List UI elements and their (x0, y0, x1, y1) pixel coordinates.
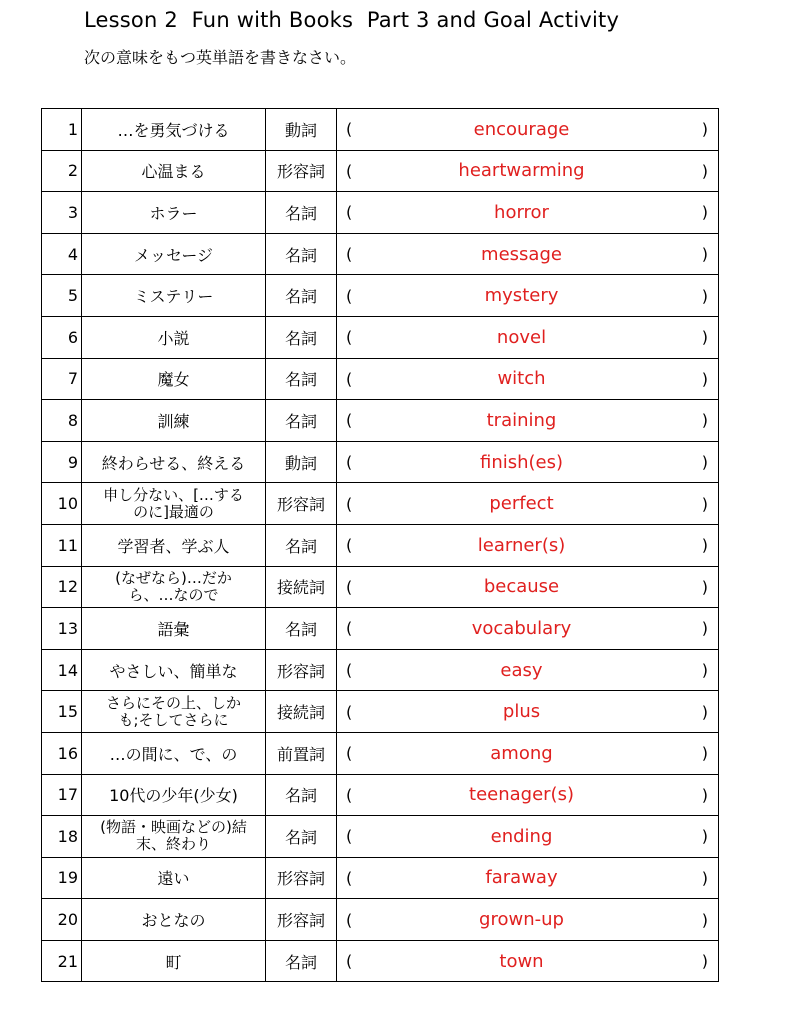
row-number: 12 (42, 566, 82, 608)
part-of-speech: 名詞 (266, 524, 337, 566)
english-answer: teenager(s) (469, 784, 574, 806)
open-paren: ( (346, 826, 353, 846)
japanese-meaning-text: (なぜなら)…だから、…なので (115, 568, 232, 604)
open-paren: ( (346, 868, 353, 888)
close-paren: ) (701, 202, 708, 222)
open-paren: ( (346, 286, 353, 306)
close-paren: ) (701, 244, 708, 264)
close-paren: ) (701, 826, 708, 846)
close-paren: ) (701, 618, 708, 638)
english-answer: easy (500, 659, 543, 681)
table-row (42, 233, 719, 275)
answer-cell (337, 483, 719, 525)
row-number: 18 (42, 816, 82, 858)
japanese-meaning: おとなの (82, 899, 266, 941)
answer-cell (337, 608, 719, 650)
open-paren: ( (346, 660, 353, 680)
part-of-speech: 前置詞 (266, 732, 337, 774)
table-row (42, 566, 719, 608)
row-number: 2 (42, 150, 82, 192)
vocabulary-table (41, 108, 719, 982)
japanese-meaning: 終わらせる、終える (82, 441, 266, 483)
close-paren: ) (701, 743, 708, 763)
answer-cell (337, 192, 719, 234)
row-number: 19 (42, 857, 82, 899)
english-answer: because (483, 576, 560, 598)
close-paren: ) (701, 119, 708, 139)
japanese-meaning: 小説 (82, 316, 266, 358)
open-paren: ( (346, 785, 353, 805)
open-paren: ( (346, 369, 353, 389)
row-number: 10 (42, 483, 82, 525)
open-paren: ( (346, 202, 353, 222)
english-answer: witch (497, 368, 546, 390)
table-row (42, 649, 719, 691)
close-paren: ) (701, 286, 708, 306)
table-row (42, 483, 719, 525)
japanese-meaning: 訓練 (82, 400, 266, 442)
table-row (42, 275, 719, 317)
row-number: 15 (42, 691, 82, 733)
english-answer: horror (494, 201, 549, 223)
row-number: 6 (42, 316, 82, 358)
open-paren: ( (346, 535, 353, 555)
japanese-meaning: …を勇気づける (82, 109, 266, 151)
english-answer: training (486, 409, 557, 431)
row-number: 14 (42, 649, 82, 691)
table-row (42, 732, 719, 774)
table-row (42, 316, 719, 358)
answer-cell (337, 566, 719, 608)
part-of-speech: 名詞 (266, 358, 337, 400)
english-answer: ending (490, 825, 553, 847)
japanese-meaning (82, 691, 266, 733)
japanese-meaning: メッセージ (82, 233, 266, 275)
english-answer: learner(s) (477, 534, 566, 556)
table-row (42, 608, 719, 650)
answer-cell (337, 649, 719, 691)
english-answer: heartwarming (458, 160, 585, 182)
answer-cell (337, 732, 719, 774)
row-number: 3 (42, 192, 82, 234)
close-paren: ) (701, 868, 708, 888)
part-of-speech: 形容詞 (266, 483, 337, 525)
japanese-meaning (82, 483, 266, 525)
part-of-speech: 名詞 (266, 940, 337, 982)
part-of-speech: 形容詞 (266, 150, 337, 192)
row-number: 4 (42, 233, 82, 275)
part-of-speech: 名詞 (266, 400, 337, 442)
english-answer: novel (496, 326, 547, 348)
open-paren: ( (346, 327, 353, 347)
table-row (42, 774, 719, 816)
row-number: 1 (42, 109, 82, 151)
row-number: 7 (42, 358, 82, 400)
english-answer: grown-up (479, 909, 564, 931)
japanese-meaning-text: (物語・映画などの)結末、終わり (100, 818, 247, 854)
japanese-meaning (82, 566, 266, 608)
close-paren: ) (701, 660, 708, 680)
part-of-speech: 接続詞 (266, 566, 337, 608)
japanese-meaning: やさしい、簡単な (82, 649, 266, 691)
part-of-speech: 名詞 (266, 608, 337, 650)
row-number: 20 (42, 899, 82, 941)
answer-cell (337, 233, 719, 275)
part-of-speech: 名詞 (266, 233, 337, 275)
answer-cell (337, 691, 719, 733)
table-row (42, 358, 719, 400)
open-paren: ( (346, 702, 353, 722)
answer-cell (337, 441, 719, 483)
japanese-meaning: 町 (82, 940, 266, 982)
table-row (42, 691, 719, 733)
english-answer: perfect (489, 493, 554, 515)
table-row (42, 899, 719, 941)
japanese-meaning: 語彙 (82, 608, 266, 650)
answer-cell (337, 109, 719, 151)
close-paren: ) (701, 161, 708, 181)
open-paren: ( (346, 244, 353, 264)
close-paren: ) (701, 452, 708, 472)
close-paren: ) (701, 951, 708, 971)
english-answer: faraway (485, 867, 558, 889)
open-paren: ( (346, 494, 353, 514)
table-row (42, 940, 719, 982)
japanese-meaning-text: さらにその上、しかも;そしてさらに (105, 693, 241, 729)
answer-cell (337, 275, 719, 317)
open-paren: ( (346, 161, 353, 181)
answer-cell (337, 150, 719, 192)
row-number: 8 (42, 400, 82, 442)
japanese-meaning: 魔女 (82, 358, 266, 400)
open-paren: ( (346, 452, 353, 472)
answer-cell (337, 940, 719, 982)
close-paren: ) (701, 535, 708, 555)
row-number: 9 (42, 441, 82, 483)
answer-cell (337, 774, 719, 816)
worksheet-title: Lesson 2 Fun with Books Part 3 and Goal Activity (84, 8, 620, 32)
japanese-meaning: 学習者、学ぶ人 (82, 524, 266, 566)
table-row (42, 524, 719, 566)
answer-cell (337, 400, 719, 442)
part-of-speech: 動詞 (266, 109, 337, 151)
japanese-meaning: ミステリー (82, 275, 266, 317)
table-row (42, 441, 719, 483)
answer-cell (337, 857, 719, 899)
part-of-speech: 形容詞 (266, 899, 337, 941)
part-of-speech: 動詞 (266, 441, 337, 483)
answer-cell (337, 316, 719, 358)
english-answer: plus (502, 701, 541, 723)
part-of-speech: 名詞 (266, 774, 337, 816)
part-of-speech: 名詞 (266, 816, 337, 858)
answer-cell (337, 816, 719, 858)
table-row (42, 150, 719, 192)
english-answer: finish(es) (479, 451, 564, 473)
english-answer: mystery (484, 285, 559, 307)
open-paren: ( (346, 910, 353, 930)
english-answer: message (481, 243, 562, 265)
row-number: 13 (42, 608, 82, 650)
english-answer: encourage (473, 118, 570, 140)
japanese-meaning (82, 816, 266, 858)
table-row (42, 816, 719, 858)
table-row (42, 400, 719, 442)
row-number: 5 (42, 275, 82, 317)
worksheet-instruction: 次の意味をもつ英単語を書きなさい。 (84, 48, 357, 67)
japanese-meaning-text: 申し分ない、[…するのに]最適の (103, 485, 244, 521)
open-paren: ( (346, 410, 353, 430)
vocabulary-table-body (42, 109, 719, 982)
row-number: 17 (42, 774, 82, 816)
open-paren: ( (346, 577, 353, 597)
japanese-meaning: 遠い (82, 857, 266, 899)
japanese-meaning: 10代の少年(少女) (82, 774, 266, 816)
open-paren: ( (346, 951, 353, 971)
part-of-speech: 名詞 (266, 316, 337, 358)
table-row (42, 857, 719, 899)
japanese-meaning: ホラー (82, 192, 266, 234)
close-paren: ) (701, 785, 708, 805)
close-paren: ) (701, 410, 708, 430)
part-of-speech: 名詞 (266, 192, 337, 234)
close-paren: ) (701, 327, 708, 347)
row-number: 21 (42, 940, 82, 982)
close-paren: ) (701, 910, 708, 930)
part-of-speech: 接続詞 (266, 691, 337, 733)
part-of-speech: 形容詞 (266, 649, 337, 691)
japanese-meaning: 心温まる (82, 150, 266, 192)
english-answer: among (490, 742, 553, 764)
answer-cell (337, 899, 719, 941)
close-paren: ) (701, 577, 708, 597)
close-paren: ) (701, 702, 708, 722)
part-of-speech: 名詞 (266, 275, 337, 317)
answer-cell (337, 524, 719, 566)
table-row (42, 192, 719, 234)
open-paren: ( (346, 618, 353, 638)
japanese-meaning: …の間に、で、の (82, 732, 266, 774)
answer-cell (337, 358, 719, 400)
row-number: 16 (42, 732, 82, 774)
open-paren: ( (346, 743, 353, 763)
close-paren: ) (701, 494, 708, 514)
close-paren: ) (701, 369, 708, 389)
part-of-speech: 形容詞 (266, 857, 337, 899)
table-row (42, 109, 719, 151)
english-answer: town (499, 950, 544, 972)
row-number: 11 (42, 524, 82, 566)
english-answer: vocabulary (471, 617, 572, 639)
open-paren: ( (346, 119, 353, 139)
